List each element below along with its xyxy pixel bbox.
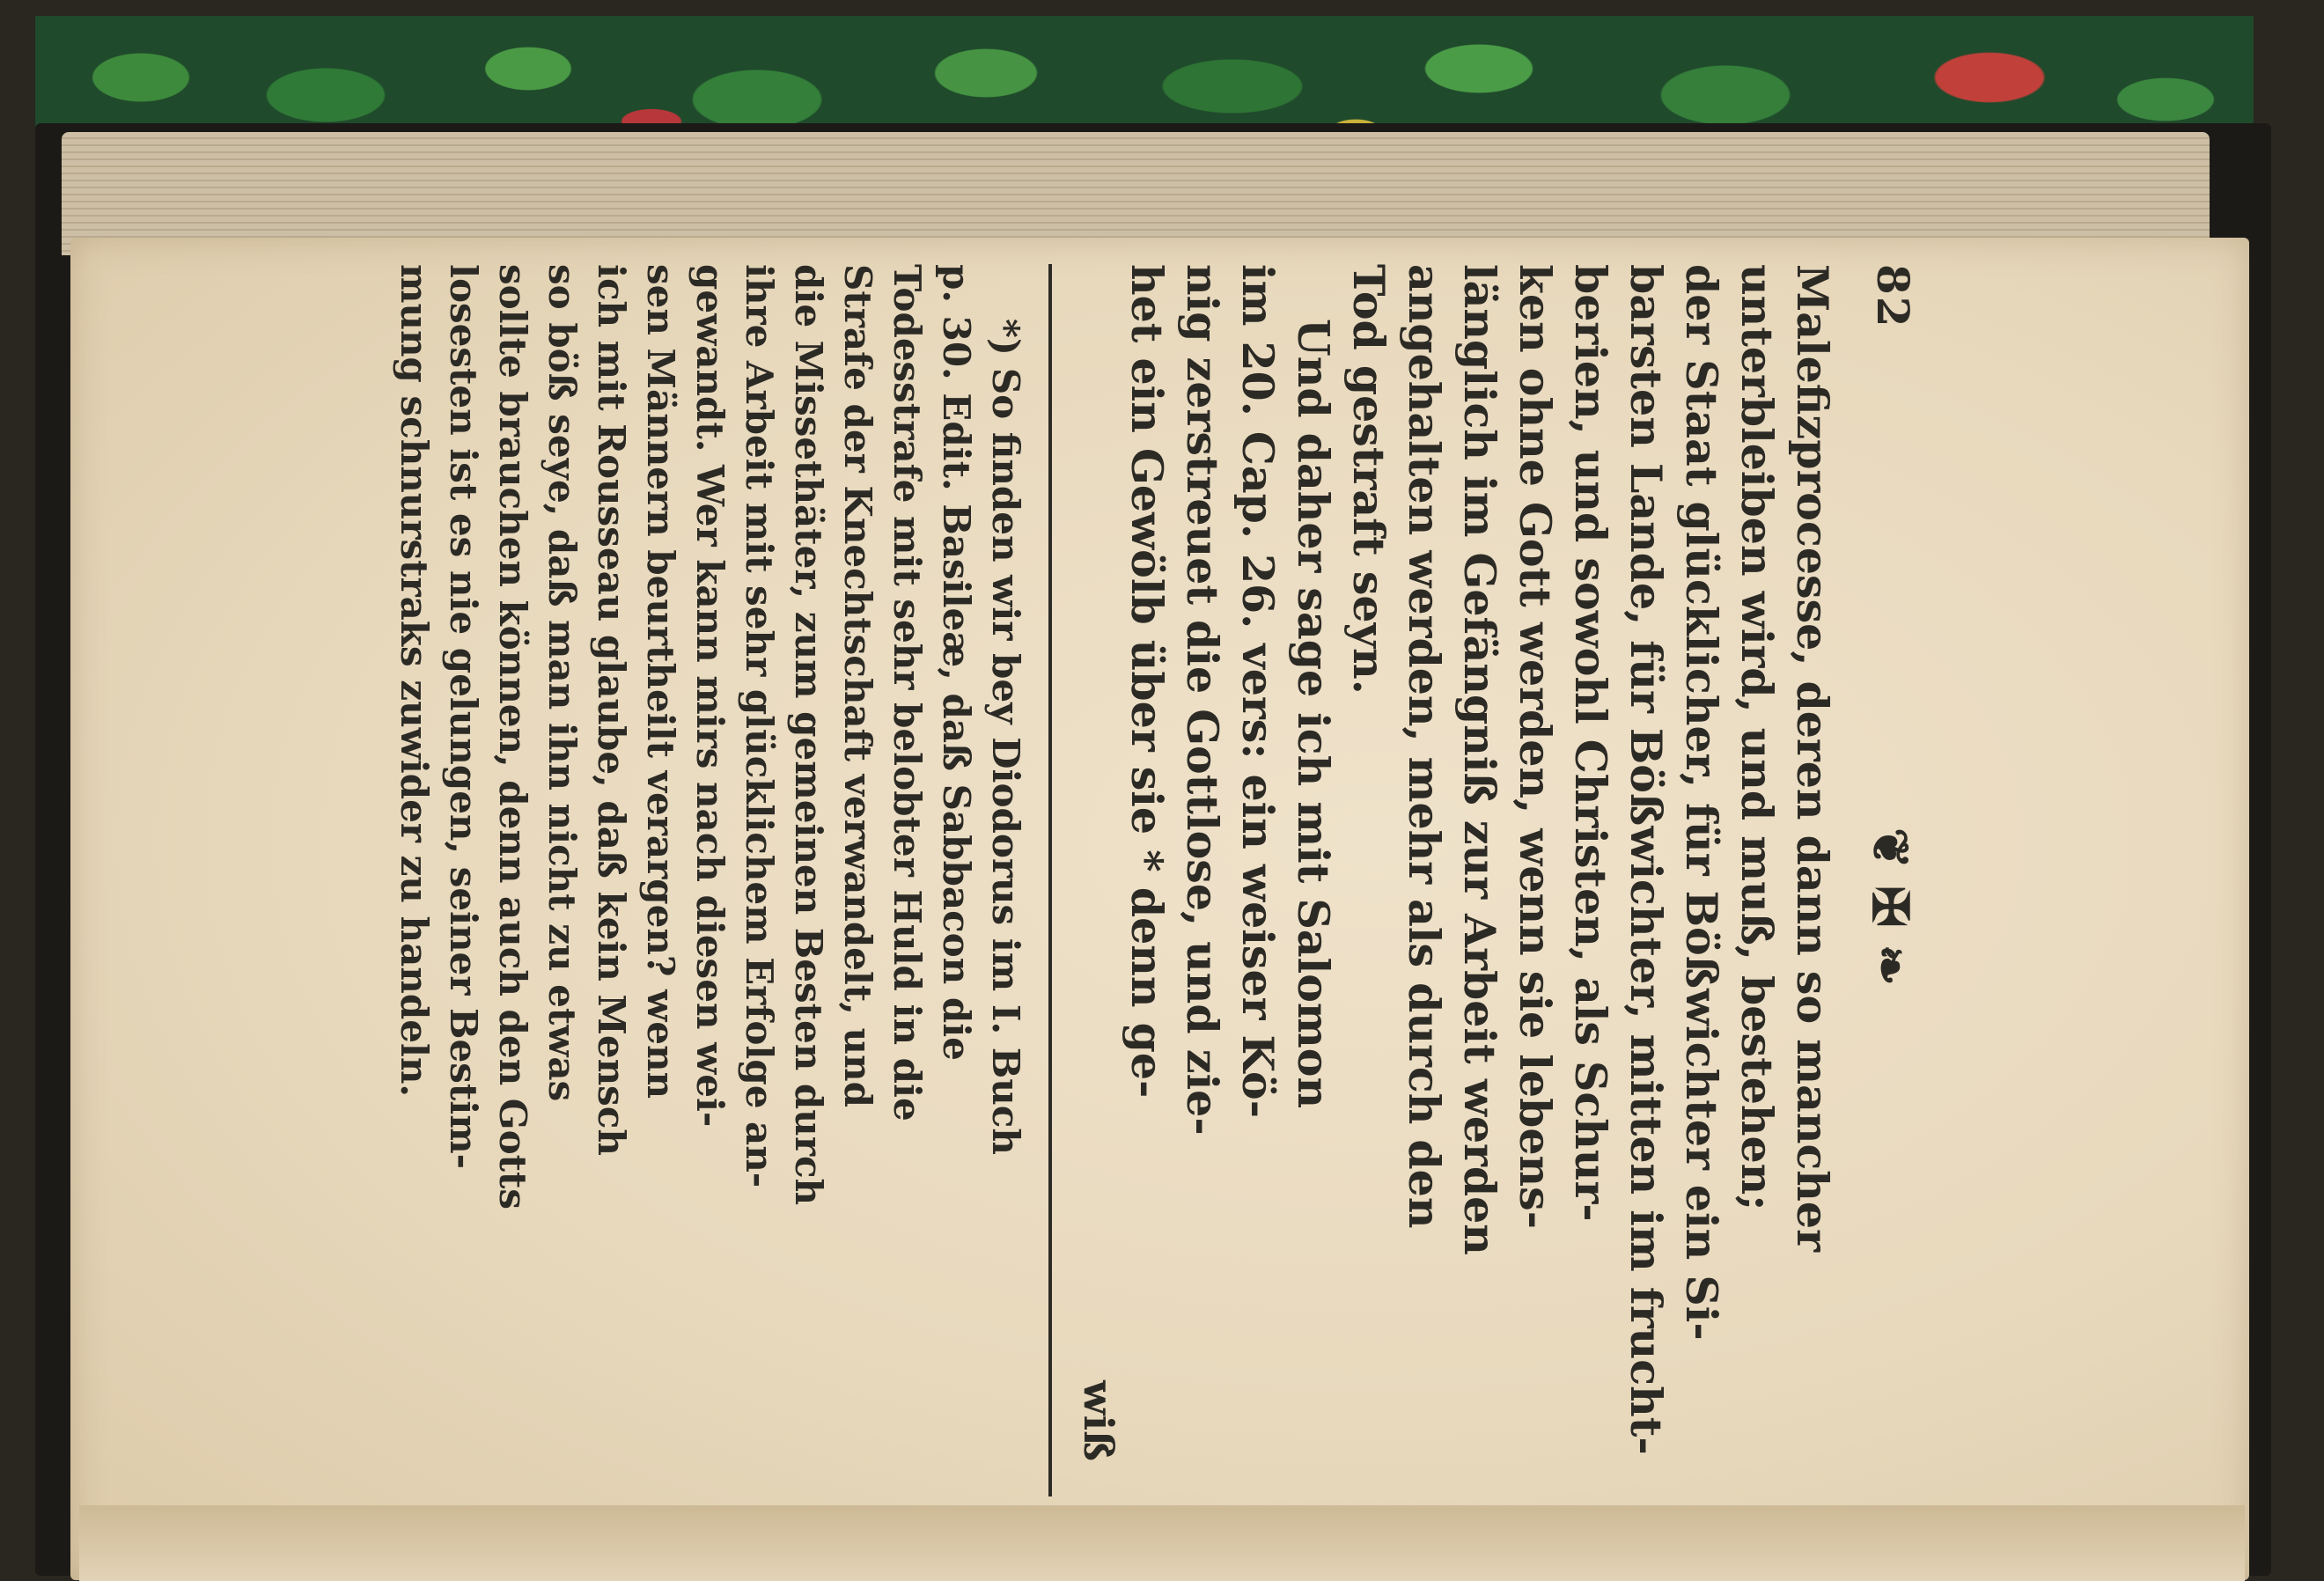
catchword: wiß [1075,1379,1122,1461]
body-line: Tod gestraft seyn. [1343,264,1394,695]
footnote [389,264,1030,1496]
footnote-line-text: So finden wir bey Diodorus im I. Buch [984,367,1027,1155]
body-line: berien, und sowohl Christen, als Schur- [1565,264,1616,1222]
footnote-line: p. 30. Edit. Basileæ, daß Sabbacon die [935,264,978,1061]
body-line: länglich im Gefängniß zur Arbeit werden [1454,264,1505,1255]
page-text-block [370,264,1919,1496]
body-line: het ein Gewölb über sie * denn ge- [1122,264,1173,1099]
body-line: ken ohne Gott werden, wenn sie lebens- [1510,264,1561,1230]
footnote-line: die Missethäter, zum gemeinen Besten durch [787,264,830,1206]
footnote-line: gewandt. Wer kann mirs nach diesen wei- [688,264,732,1128]
body-line: Und daher sage ich mit Salomon [1288,319,1339,1109]
page-number: 82 [1867,264,1919,329]
footnote-line: ihre Arbeit mit sehr glücklichem Erfolge an- [738,264,781,1188]
footnote-line: ich mit Rousseau glaube, daß kein Mensch [590,264,633,1156]
body-line: Malefizprocesse, deren dann so mancher [1787,264,1838,1252]
footnote-line: mung schnurstraks zuwider zu handeln. [393,264,436,1098]
page-edges [62,132,2210,255]
body-line: unterbleiben wird, und muß, bestehen; [1732,264,1783,1211]
footnote-marker: *) [984,319,1027,356]
body-line: im 20. Cap. 26. vers: ein weiser Kö- [1232,264,1283,1119]
footnote-divider [1048,264,1052,1496]
footnote-line: Strafe der Knechtschaft verwandelt, und [836,264,879,1107]
facing-page-edge [79,1505,2245,1581]
ornament-icon: ❦ ✠ ❧ [1861,827,1919,986]
footnote-line: sen Männern beurtheilt verargen? wenn [639,264,682,1099]
footnote-line [981,264,1030,1496]
page-header [1849,264,1919,1496]
footnote-line: losesten ist es nie gelungen, seiner Bestim- [442,264,485,1170]
body-line: der Staat glücklicher, für Bößwichter ein Si- [1676,264,1727,1341]
footnote-line: Todesstrafe mit sehr belobter Huld in die [886,264,929,1121]
body-line: angehalten werden, mehr als durch den [1399,264,1450,1229]
body-line: barsten Lande, für Bößwichter, mitten im frucht- [1621,264,1672,1455]
footnote-line: sollte brauchen können, denn auch den Gotts [491,264,534,1210]
body-text [1119,264,1840,1496]
footnote-line: so böß seye, daß man ihn nicht zu etwas [541,264,584,1102]
body-line: nig zerstreuet die Gottlose, und zie- [1177,264,1228,1136]
